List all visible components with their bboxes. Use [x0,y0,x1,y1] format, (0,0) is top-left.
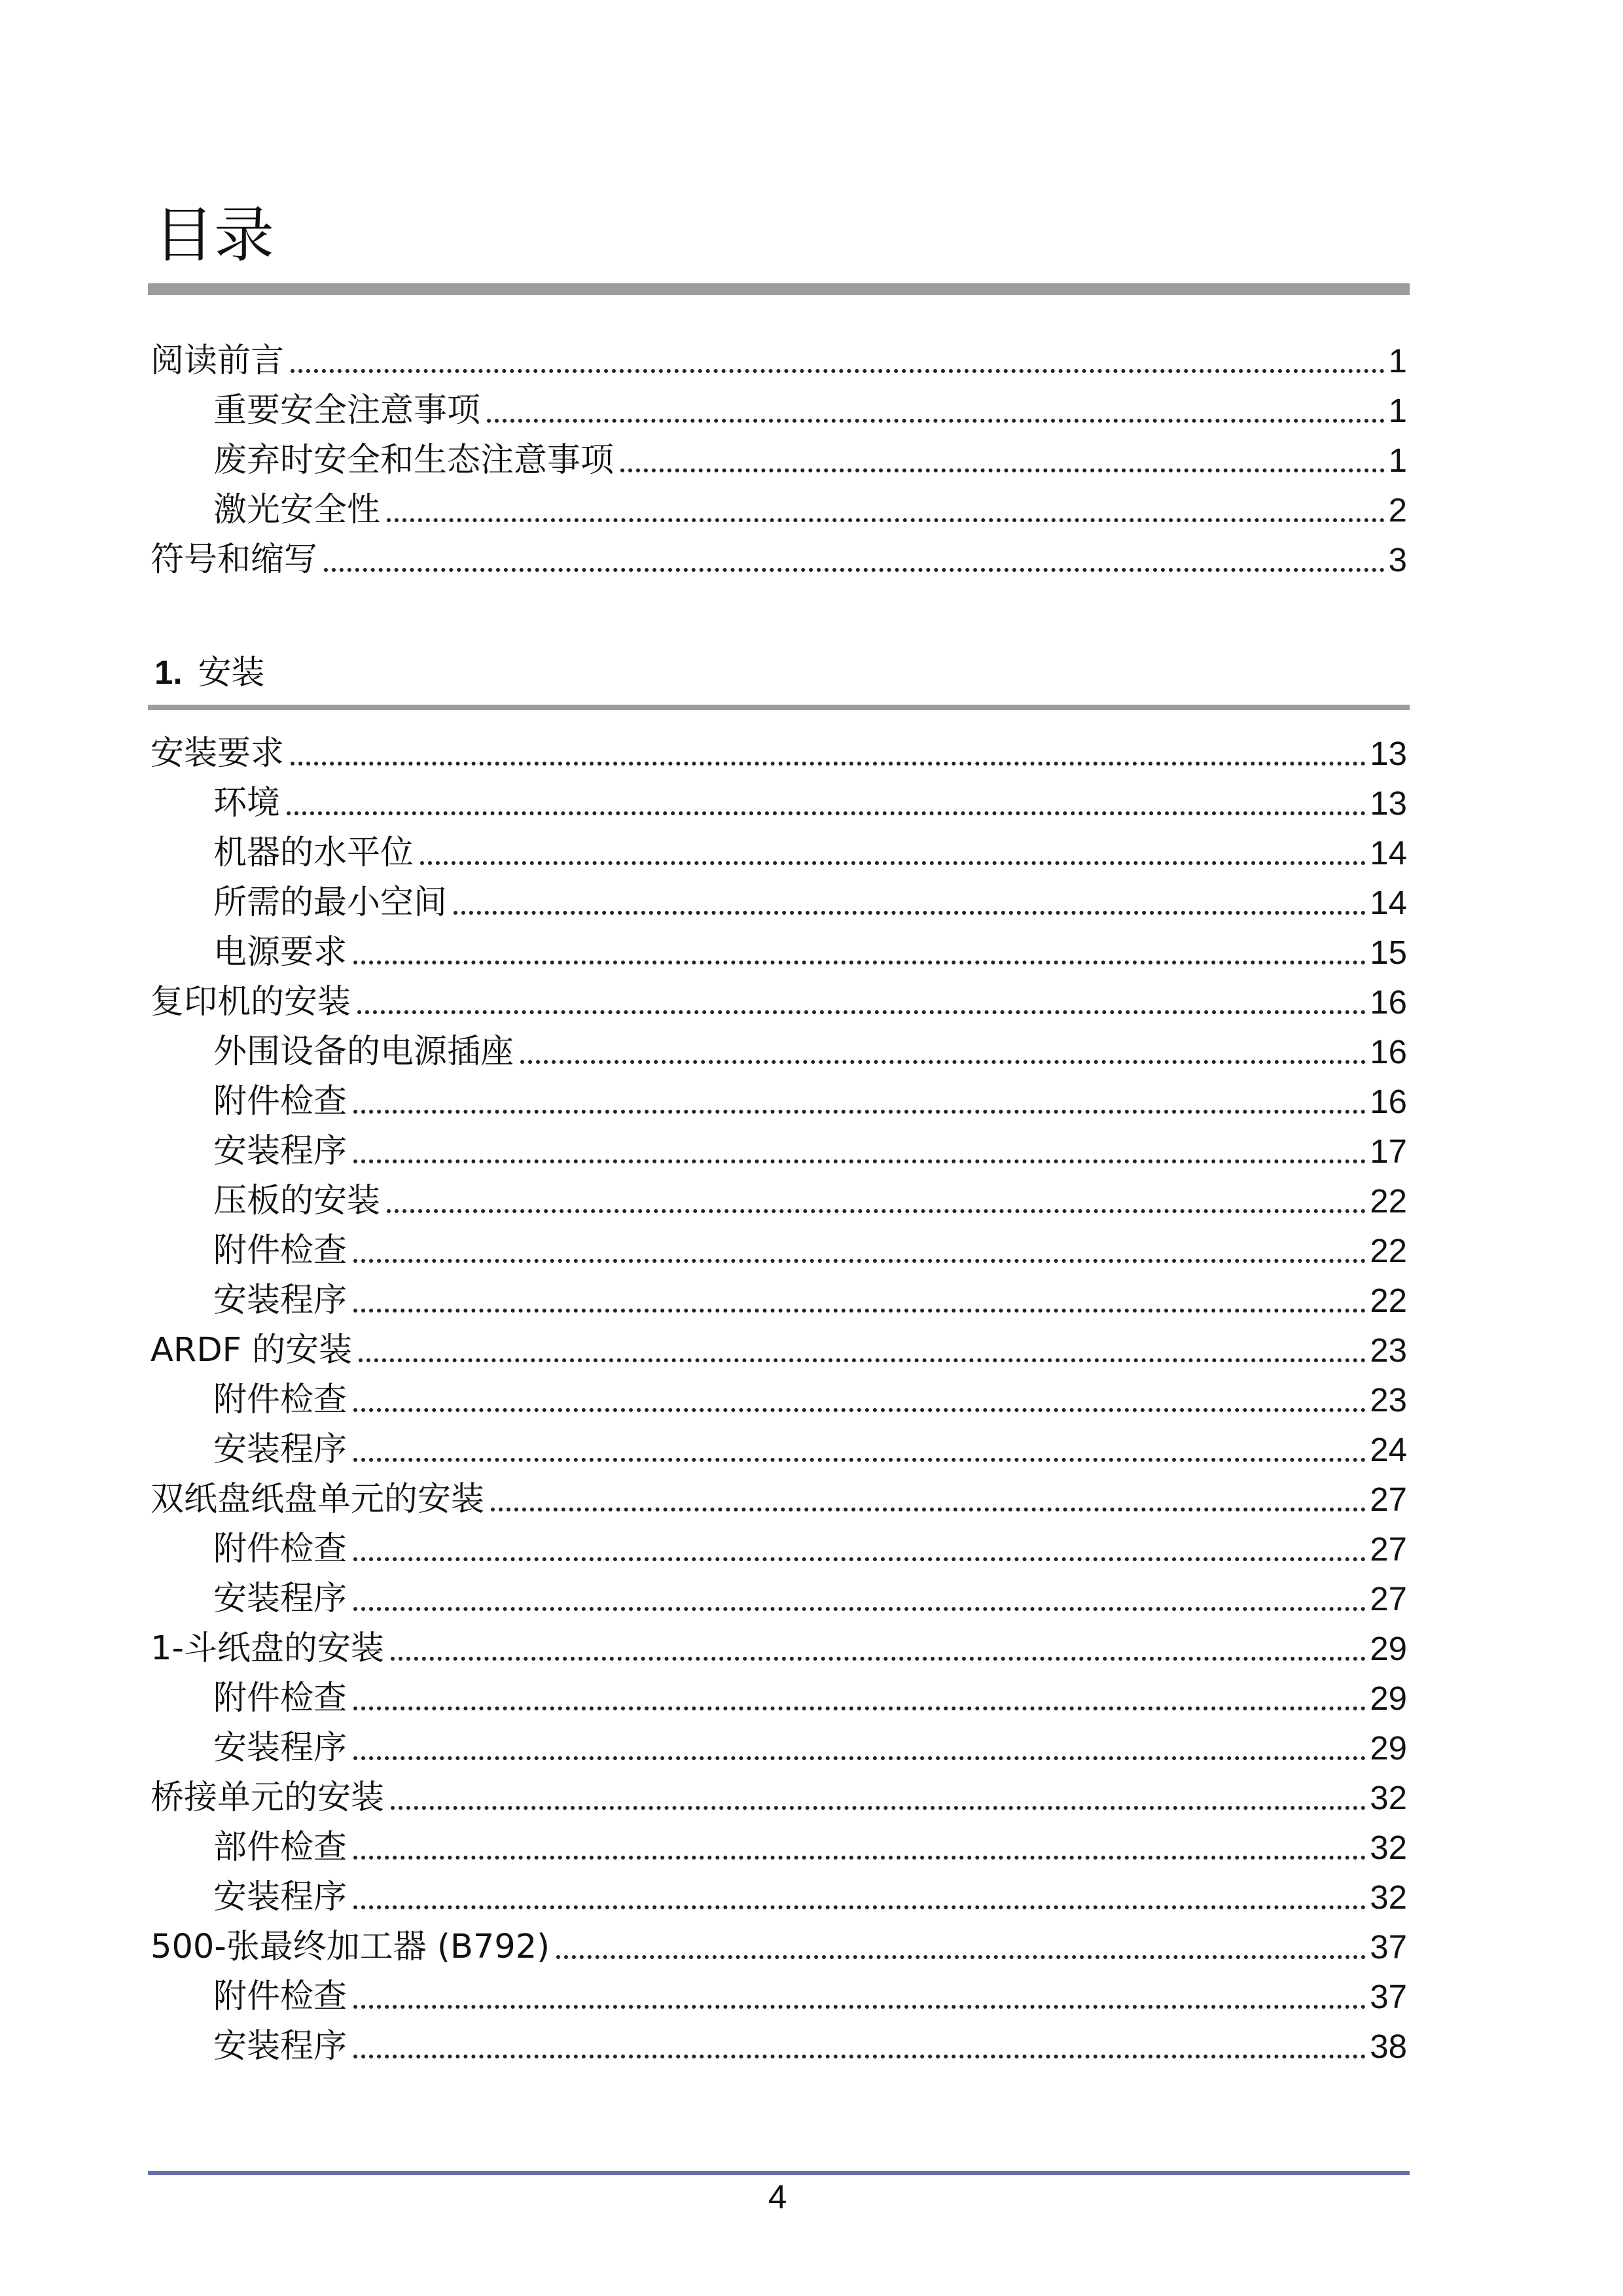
toc-entry-label: 附件检查 [213,1679,348,1718]
toc-entry-page: 29 [1370,1680,1407,1717]
toc-subentry[interactable] [151,1425,1407,1475]
toc-entry-label: 安装程序 [213,1878,348,1916]
toc-entry-label: 附件检查 [213,1530,348,1568]
toc-subentry[interactable] [151,779,1407,828]
dot-leader [359,1358,1366,1362]
toc-entry-page: 13 [1370,785,1407,822]
toc-entry-page: 14 [1370,834,1407,872]
page-title: 目录 [154,200,275,270]
dot-leader [353,961,1366,964]
toc-subentry[interactable] [151,1972,1407,2022]
toc-entry-label: 双纸盘纸盘单元的安装 [151,1480,485,1519]
toc-entry-label: 安装程序 [213,1580,348,1618]
toc-intro-list [151,336,1407,585]
toc-subentry[interactable] [151,1276,1407,1326]
toc-subentry[interactable] [151,1226,1407,1276]
dot-leader [353,1110,1366,1114]
dot-leader [353,1756,1366,1760]
toc-entry-label: 安装程序 [213,2027,348,2066]
dot-leader [353,2005,1366,2009]
dot-leader [353,1706,1366,1710]
toc-entry-page: 1 [1388,342,1407,380]
dot-leader [357,1010,1366,1014]
toc-entry-label: 激光安全性 [213,491,381,529]
section-title: 安装 [198,654,265,692]
toc-subentry[interactable] [151,1823,1407,1873]
toc-entry[interactable] [151,1922,1407,1972]
toc-entry[interactable] [151,978,1407,1027]
dot-leader [391,1806,1366,1810]
toc-entry-page: 27 [1370,1481,1407,1518]
toc-entry[interactable] [151,336,1407,386]
dot-leader [353,1259,1366,1263]
toc-entry-page: 29 [1370,1729,1407,1767]
toc-subentry[interactable] [151,1375,1407,1425]
toc-subentry[interactable] [151,878,1407,928]
toc-entry-page: 15 [1370,934,1407,971]
toc-subentry[interactable] [151,2022,1407,2072]
toc-entry-page: 22 [1370,1232,1407,1269]
toc-entry-page: 23 [1370,1381,1407,1419]
title-divider [148,283,1410,295]
toc-entry-label: 阅读前言 [151,342,285,380]
toc-entry-page: 32 [1370,1879,1407,1916]
toc-subentry[interactable] [151,1574,1407,1624]
dot-leader [324,568,1385,572]
dot-leader [353,1905,1366,1909]
toc-entry-page: 2 [1388,491,1407,529]
toc-subentry[interactable] [151,1723,1407,1773]
dot-leader [353,2055,1366,2058]
toc-entry-label: 附件检查 [213,1381,348,1419]
toc-entry-page: 37 [1370,1928,1407,1966]
toc-subentry[interactable] [151,1077,1407,1127]
toc-entry-label: 1-斗纸盘的安装 [151,1629,384,1668]
dot-leader [487,419,1385,423]
toc-entry-label: 安装要求 [151,734,285,773]
toc-entry-label: 复印机的安装 [151,983,351,1021]
dot-leader [387,1209,1366,1213]
dot-leader [291,762,1366,766]
dot-leader [491,1508,1366,1511]
dot-leader [556,1955,1366,1959]
toc-entry-page: 22 [1370,1182,1407,1220]
dot-leader [353,1557,1366,1561]
dot-leader [420,861,1366,865]
toc-entry-page: 17 [1370,1133,1407,1170]
dot-leader [291,369,1385,373]
toc-entry-label: 符号和缩写 [151,540,318,579]
dot-leader [454,911,1366,915]
toc-entry-page: 24 [1370,1431,1407,1468]
toc-entry-label: ARDF 的安装 [151,1331,353,1369]
toc-entry-label: 环境 [213,784,281,822]
toc-entry-page: 3 [1388,541,1407,578]
toc-entry-page: 16 [1370,1083,1407,1120]
toc-entry-label: 安装程序 [213,1281,348,1320]
toc-entry-label: 附件检查 [213,1082,348,1121]
toc-entry-page: 27 [1370,1580,1407,1617]
toc-entry-label: 安装程序 [213,1132,348,1171]
toc-entry-page: 1 [1388,392,1407,429]
toc-entry[interactable] [151,1624,1407,1674]
toc-entry-page: 1 [1388,442,1407,479]
toc-entry-label: 压板的安装 [213,1182,381,1220]
toc-entry[interactable] [151,1475,1407,1525]
dot-leader [287,811,1366,815]
page-number: 4 [768,2178,787,2216]
toc-entry-label: 附件检查 [213,1231,348,1270]
toc-entry-page: 27 [1370,1530,1407,1568]
toc-entry[interactable] [151,1326,1407,1375]
dot-leader [387,518,1385,522]
dot-leader [353,1856,1366,1860]
toc-entry-label: 桥接单元的安装 [151,1778,385,1817]
toc-subentry[interactable] [151,1127,1407,1176]
toc-entry-label: 安装程序 [213,1729,348,1767]
toc-entry-label: 机器的水平位 [213,834,414,872]
toc-entry-label: 部件检查 [213,1828,348,1867]
toc-entry-page: 29 [1370,1630,1407,1667]
toc-subentry[interactable] [151,486,1407,535]
toc-entry-page: 38 [1370,2028,1407,2065]
toc-entry-page: 37 [1370,1978,1407,2015]
dot-leader [353,1458,1366,1462]
dot-leader [353,1309,1366,1313]
toc-entry-page: 22 [1370,1282,1407,1319]
toc-entry[interactable] [151,1773,1407,1823]
toc-subentry[interactable] [151,928,1407,978]
toc-entry-page: 14 [1370,884,1407,921]
toc-subentry[interactable] [151,1873,1407,1922]
toc-subentry[interactable] [151,436,1407,486]
toc-subentry[interactable] [151,1176,1407,1226]
toc-entry-label: 附件检查 [213,1977,348,2016]
toc-subentry[interactable] [151,1674,1407,1723]
toc-entry-page: 16 [1370,1033,1407,1070]
toc-entry-label: 安装程序 [213,1430,348,1469]
toc-entry-page: 23 [1370,1332,1407,1369]
dot-leader [353,1607,1366,1611]
dot-leader [391,1657,1366,1661]
toc-entry-label: 废弃时安全和生态注意事项 [213,441,615,480]
toc-subentry[interactable] [151,828,1407,878]
toc-entry-page: 32 [1370,1779,1407,1816]
toc-entry-label: 电源要求 [213,933,348,972]
dot-leader [620,468,1385,472]
toc-entry-label: 重要安全注意事项 [213,391,481,430]
toc-subentry[interactable] [151,1525,1407,1574]
toc-entry[interactable] [151,729,1407,779]
toc-entry-label: 所需的最小空间 [213,883,448,922]
dot-leader [353,1408,1366,1412]
section-divider [148,705,1410,710]
section-heading [154,648,265,698]
toc-entry-page: 32 [1370,1829,1407,1866]
toc-subentry[interactable] [151,1027,1407,1077]
toc-entry-label: 外围设备的电源插座 [213,1033,514,1071]
section-number: 1. [154,654,183,691]
dot-leader [520,1060,1366,1064]
toc-entry-page: 13 [1370,735,1407,772]
toc-entry-label: 500-张最终加工器 (B792) [151,1928,550,1966]
toc-section-list [151,729,1407,2072]
toc-entry-page: 16 [1370,983,1407,1021]
toc-subentry[interactable] [151,386,1407,436]
dot-leader [353,1159,1366,1163]
toc-entry[interactable] [151,535,1407,585]
